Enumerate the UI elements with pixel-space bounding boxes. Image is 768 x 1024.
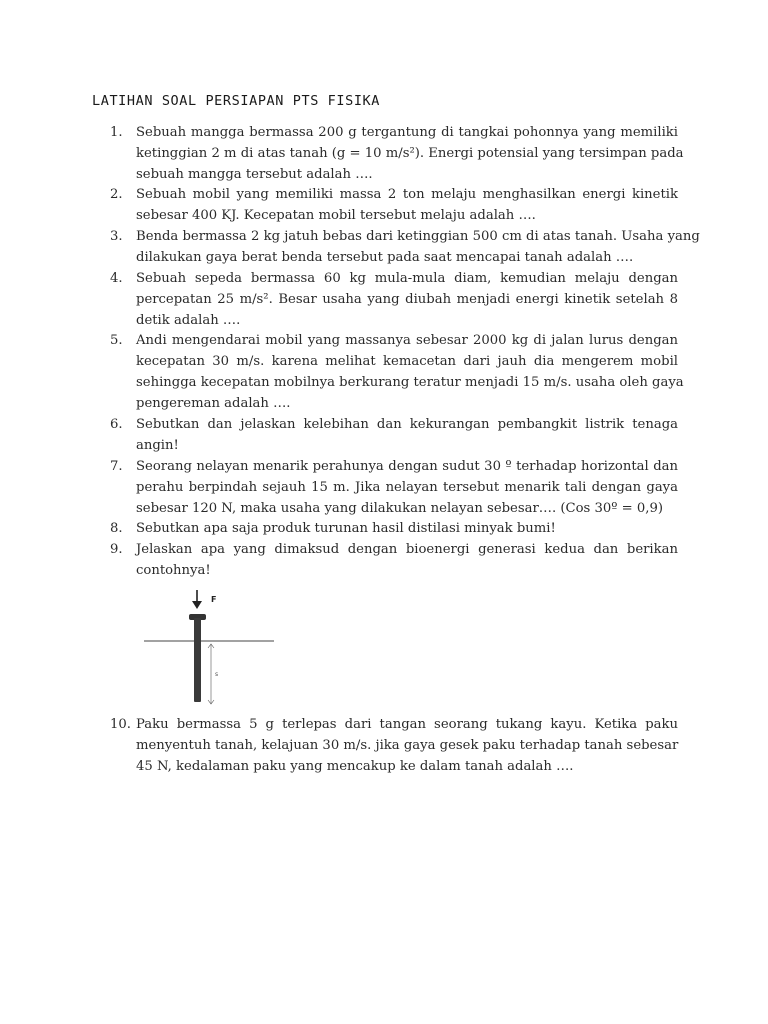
question-text xyxy=(136,122,684,185)
question-line: 45 N, kedalaman paku yang mencakup ke dalam tanah adalah …. xyxy=(136,759,574,774)
question-line: Sebuah mobil yang memiliki massa 2 ton melaju menghasilkan energi kinetik xyxy=(136,187,678,202)
nail-diagram xyxy=(140,588,280,710)
question-line: angin! xyxy=(136,438,179,453)
question-line: ketinggian 2 m di atas tanah (g = 10 m/s²). Energi potensial yang tersimpan pada xyxy=(136,146,684,161)
question-line: contohnya! xyxy=(136,563,211,578)
question-text xyxy=(136,518,678,539)
question-line: sebesar 120 N, maka usaha yang dilakukan nelayan sebesar…. (Cos 30º = 0,9) xyxy=(136,501,664,516)
question-line: Sebutkan dan jelaskan kelebihan dan kekurangan pembangkit listrik tenaga xyxy=(136,417,678,432)
question-item xyxy=(110,518,678,539)
question-number: 5. xyxy=(110,333,123,348)
question-number: 4. xyxy=(110,271,123,286)
question-line: menyentuh tanah, kelajuan 30 m/s. jika gaya gesek paku terhadap tanah sebesar xyxy=(136,738,679,753)
question-line: Jelaskan apa yang dimaksud dengan bioenergi generasi kedua dan berikan xyxy=(136,542,678,557)
question-item xyxy=(110,714,678,777)
question-line: percepatan 25 m/s². Besar usaha yang diubah menjadi energi kinetik setelah 8 xyxy=(136,292,678,307)
question-line: sehingga kecepatan mobilnya berkurang teratur menjadi 15 m/s. usaha oleh gaya xyxy=(136,375,684,390)
question-item xyxy=(110,122,684,185)
question-text xyxy=(136,539,678,581)
question-line: kecepatan 30 m/s. karena melihat kemacetan dari jauh dia mengerem mobil xyxy=(136,354,678,369)
question-number: 6. xyxy=(110,417,123,432)
question-line: Sebutkan apa saja produk turunan hasil distilasi minyak bumi! xyxy=(136,521,556,536)
question-item xyxy=(110,456,678,519)
question-text xyxy=(136,414,678,456)
question-number: 2. xyxy=(110,187,123,202)
question-number: 3. xyxy=(110,229,123,244)
question-text xyxy=(136,184,678,226)
question-line: Andi mengendarai mobil yang massanya sebesar 2000 kg di jalan lurus dengan xyxy=(136,333,678,348)
question-line: Paku bermassa 5 g terlepas dari tangan seorang tukang kayu. Ketika paku xyxy=(136,717,678,732)
question-number: 9. xyxy=(110,542,123,557)
question-line: perahu berpindah sejauh 15 m. Jika nelayan tersebut menarik tali dengan gaya xyxy=(136,480,678,495)
nail-shank xyxy=(194,618,201,702)
force-label: F xyxy=(211,595,217,604)
question-item xyxy=(110,184,678,226)
question-line: dilakukan gaya berat benda tersebut pada saat mencapai tanah adalah …. xyxy=(136,250,634,265)
question-item xyxy=(110,330,684,414)
question-item xyxy=(110,539,678,581)
question-item xyxy=(110,414,678,456)
question-line: Sebuah mangga bermassa 200 g tergantung di tangkai pohonnya yang memiliki xyxy=(136,125,678,140)
question-line: sebuah mangga tersebut adalah …. xyxy=(136,167,373,182)
question-text xyxy=(136,456,678,519)
question-text xyxy=(136,268,678,331)
force-arrow-head xyxy=(192,601,202,609)
question-number: 8. xyxy=(110,521,123,536)
question-line: sebesar 400 KJ. Kecepatan mobil tersebut melaju adalah …. xyxy=(136,208,536,223)
question-line: Sebuah sepeda bermassa 60 kg mula-mula diam, kemudian melaju dengan xyxy=(136,271,678,286)
question-number: 10. xyxy=(110,717,131,732)
question-text xyxy=(136,714,678,777)
question-text xyxy=(136,330,684,414)
question-line: pengereman adalah …. xyxy=(136,396,291,411)
question-text xyxy=(136,226,700,268)
question-item xyxy=(110,226,700,268)
question-line: detik adalah …. xyxy=(136,313,241,328)
question-number: 1. xyxy=(110,125,123,140)
depth-label: s xyxy=(215,671,219,678)
question-number: 7. xyxy=(110,459,123,474)
question-item xyxy=(110,268,678,331)
worksheet-title: LATIHAN SOAL PERSIAPAN PTS FISIKA xyxy=(92,93,381,109)
question-line: Seorang nelayan menarik perahunya dengan sudut 30 º terhadap horizontal dan xyxy=(136,459,678,474)
question-line: Benda bermassa 2 kg jatuh bebas dari ketinggian 500 cm di atas tanah. Usaha yang xyxy=(136,229,700,244)
